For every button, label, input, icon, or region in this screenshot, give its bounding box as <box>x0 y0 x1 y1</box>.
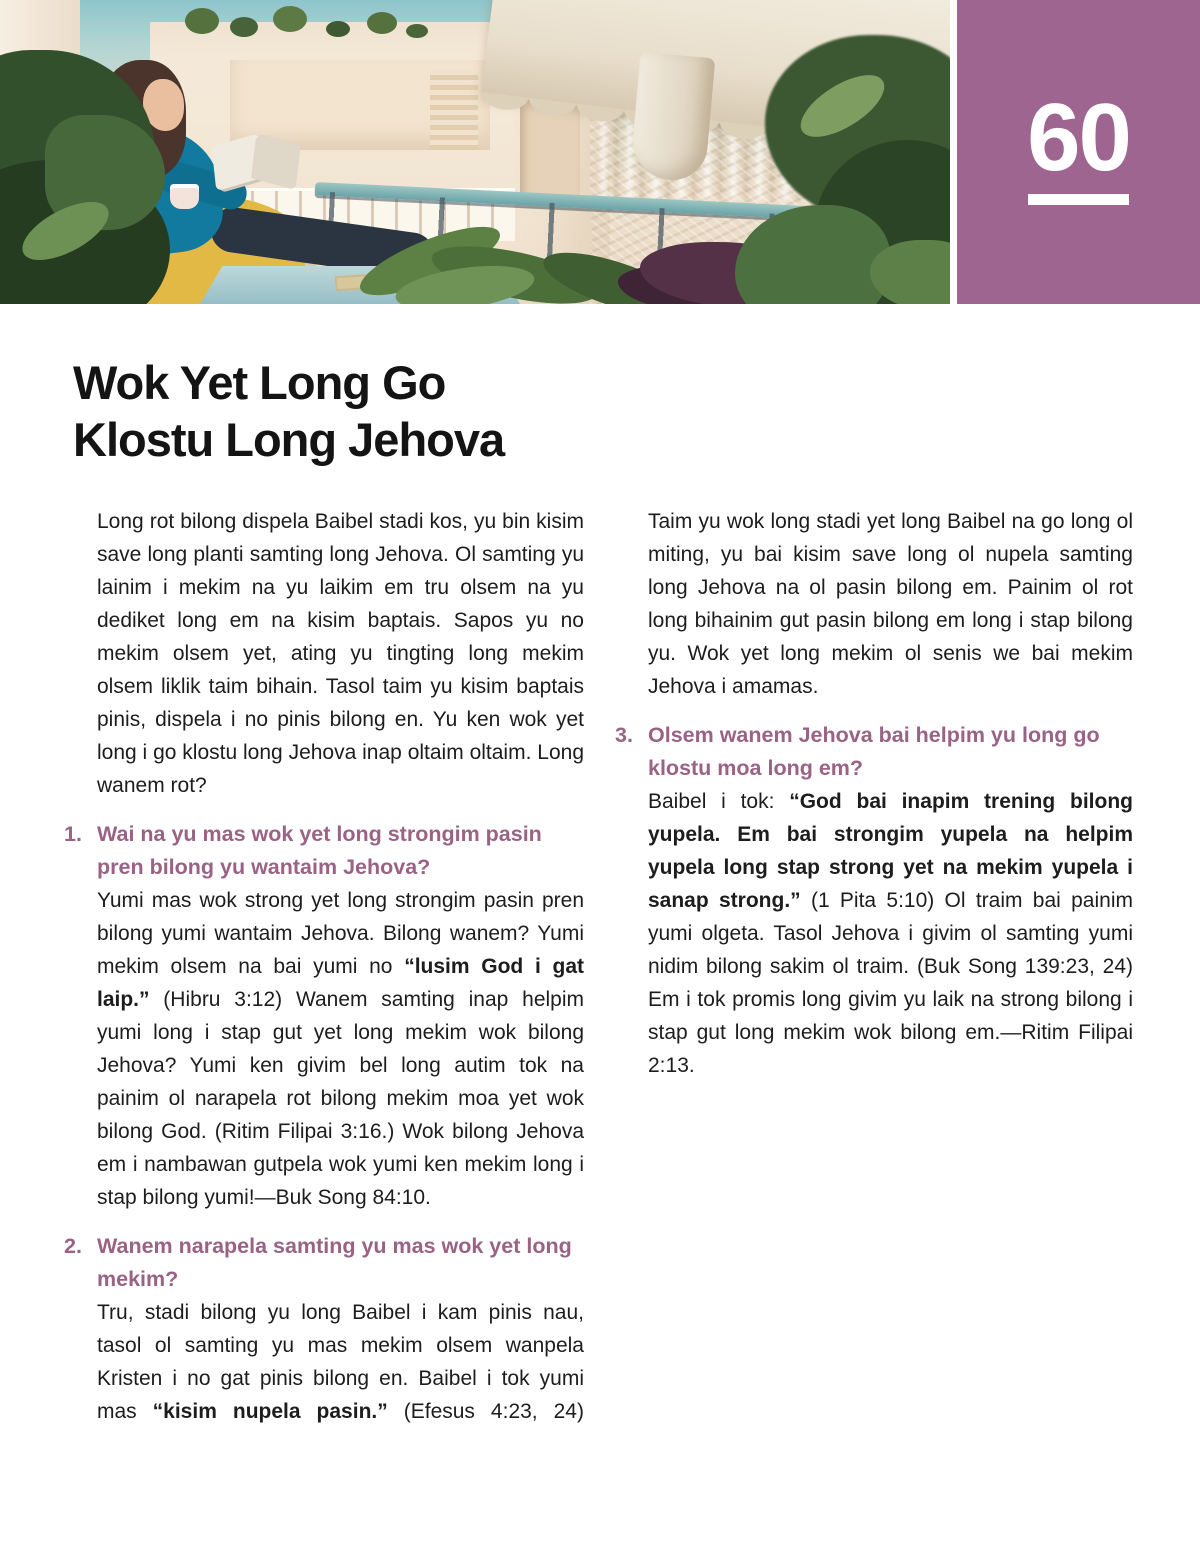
photo-window <box>430 70 478 150</box>
photo-cup <box>170 184 199 209</box>
question-number: 3. <box>615 723 633 747</box>
text-segment: Yumi mas wok strong yet long strongim pasin pren bilong yumi wantaim Jehova. Bilong wanem? Yumi mekim olsem na bai yumi no <box>97 889 584 978</box>
content-columns <box>64 505 1200 1428</box>
page-title <box>73 354 1200 468</box>
photo-plant <box>870 240 950 304</box>
question-number: 1. <box>64 822 82 846</box>
page-title-line1: Wok Yet Long Go <box>73 356 446 409</box>
lesson-number: 60 <box>1027 83 1130 191</box>
column-left <box>64 505 584 1428</box>
text-segment: Long rot bilong dispela Baibel stadi kos, yu bin kisim save long planti samting long Jehova. Ol samting yu lainim i mekim na yu laikim em tru olsem na yu dediket long em na kisim baptais. Sapos yu no mekim olsem yet, ating yu tingting long mekim olsem liklik taim bihain. Tasol taim yu kisim baptais pinis, dispela i no pinis bilong en. Yu ken wok yet long i go klostu long Jehova inap oltaim oltaim. Long wanem rot? <box>97 510 584 797</box>
question-number: 2. <box>64 1234 82 1258</box>
text-segment: Baibel i tok: <box>648 790 790 813</box>
page-title-line2: Klostu Long Jehova <box>73 413 505 466</box>
question-text: Wanem narapela samting yu mas wok yet long mekim? <box>97 1234 572 1291</box>
paragraph <box>97 884 584 1214</box>
study-question <box>64 818 584 884</box>
column-right <box>615 505 1133 1082</box>
lesson-photo <box>0 0 950 304</box>
header <box>0 0 1200 304</box>
text-segment: “kisim nupela pasin.” <box>152 1400 388 1423</box>
photo-roof-plants <box>185 8 219 34</box>
study-question <box>64 1230 584 1296</box>
text-segment: (Hibru 3:12) Wanem samting inap helpim yumi long i stap gut yet long mekim wok bilong Jehova? Yumi ken givim bel long autim tok na painim ol narapela rot bilong mekim moa yet wok bilong God. (Ritim Filipai 3:16.) Wok bilong Jehova em i nambawan gutpela wok yumi ken mekim long i stap bilong yumi!—Buk Song 84:10. <box>97 988 584 1209</box>
text-segment: “lusim God i gat laip.” <box>97 955 584 1011</box>
paragraph <box>648 785 1133 1082</box>
question-text: Olsem wanem Jehova bai helpim yu long go klostu moa long em? <box>648 723 1100 780</box>
paragraph <box>648 505 1133 703</box>
text-segment: (Efesus 4:23, 24) <box>387 1400 584 1423</box>
text-segment: (1 Pita 5:10) Ol traim bai painim yumi olgeta. Tasol Jehova i givim ol samting yumi nidim bilong sakim ol traim. (Buk Song 139:23, 24) Em i tok promis long givim yu laik na strong bilong i stap gut long mekim wok bilong em.—Ritim Filipai 2:13. <box>648 889 1133 1077</box>
paragraph <box>97 505 584 802</box>
text-segment: “God bai inapim trening bilong yupela. Em bai strongim yupela na helpim yupela long stap strong yet na mekim yupela i sanap strong.” <box>648 790 1133 912</box>
question-text: Wai na yu mas wok yet long strongim pasin pren bilong yu wantaim Jehova? <box>97 822 542 879</box>
text-segment: Tru, stadi bilong yu long Baibel i kam pinis nau, tasol ol samting yu mas mekim olsem wanpela Kristen i no gat pinis bilong en. Baibel i tok yumi mas <box>97 1301 584 1423</box>
text-segment: Taim yu wok long stadi yet long Baibel na go long ol miting, yu bai kisim save long ol nupela samting long Jehova na ol pasin bilong em. Painim ol rot long bihainim gut pasin bilong em long i stap bilong yu. Wok yet long mekim ol senis we bai mekim Jehova i amamas. <box>648 510 1133 698</box>
lesson-number-badge <box>957 0 1200 304</box>
lesson-number-underline <box>1028 194 1129 205</box>
paragraph <box>97 1296 584 1428</box>
study-question <box>615 719 1133 785</box>
